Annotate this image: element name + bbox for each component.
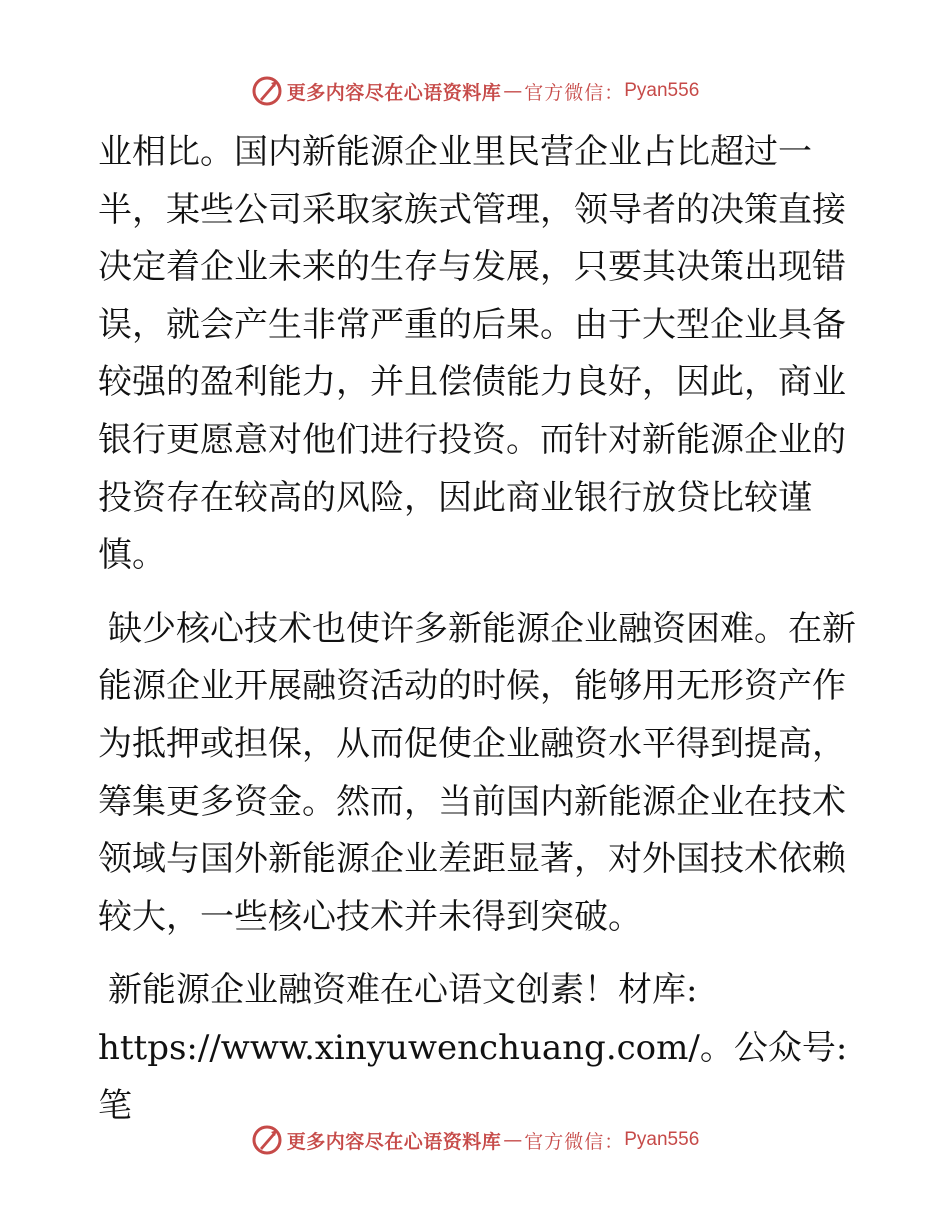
banner-dash: — [503,80,523,102]
banner-wechat-id: Pyan556 [624,80,700,101]
header-banner [0,71,950,111]
banner-wechat-id: Pyan556 [624,1129,700,1150]
paragraph-3: 新能源企业融资难在心语文创素！材库: https://www.xinyuwenchuang.com/。公众号: 笔 [98,970,848,1126]
quill-logo-icon [251,1124,283,1156]
banner-wechat-label: 官方微信： [524,1130,625,1153]
footer-banner [0,1120,950,1160]
document-body [98,124,858,1135]
banner-title: 更多内容尽在心语资料库 [286,1130,502,1153]
banner-wechat-label: 官方微信： [524,81,625,104]
paragraph-1: 业相比。国内新能源企业里民营企业占比超过一半，某些公司采取家族式管理，领导者的决策直接决定着企业未来的生存与发展，只要其决策出现错误，就会产生非常严重的后果。由于大型企业具备较强的盈利能力，并且偿债能力良好，因此，商业银行更愿意对他们进行投资。而针对新能源企业的投资存在较高的风险，因此商业银行放贷比较谨慎。 [98,132,846,576]
quill-logo-icon [251,75,283,107]
banner-dash: — [503,1129,523,1151]
banner-title: 更多内容尽在心语资料库 [286,81,502,104]
paragraph-2: 缺少核心技术也使许多新能源企业融资困难。在新能源企业开展融资活动的时候，能够用无形资产作为抵押或担保，从而促使企业融资水平得到提高，筹集更多资金。然而，当前国内新能源企业在技术领域与国外新能源企业差距显著，对外国技术依赖较大，一些核心技术并未得到突破。 [98,608,856,937]
